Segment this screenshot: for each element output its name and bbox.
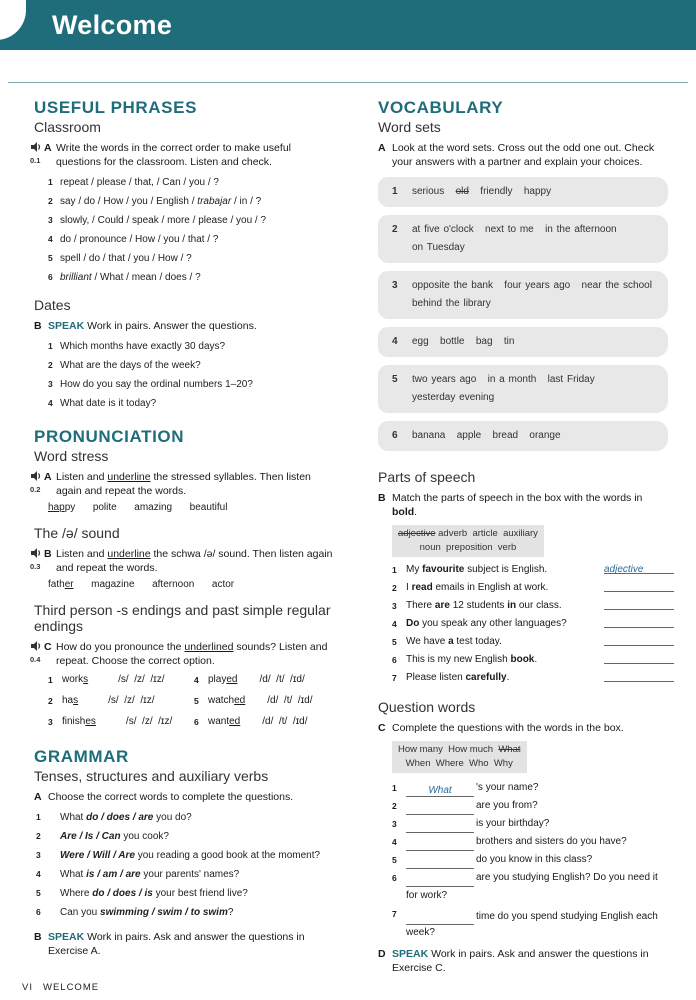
speaker-icon [30,547,42,559]
item-italic: brilliant [60,272,92,283]
bold-word: Do [406,618,420,629]
table-row [34,671,334,689]
text: brothers and sisters do you have? [476,836,627,847]
sound-options[interactable]: /s/ /z/ /ɪz/ [108,695,155,706]
item-number: 6 [392,873,397,883]
word-ending: es [85,716,96,727]
bold-word: are [434,600,450,611]
word-sets-subtitle: Word sets [378,119,441,135]
item-number: 2 [48,360,53,370]
third-person-subtitle: Third person -s endings and past simple regular endings [34,602,331,634]
set-line[interactable] [392,221,660,239]
audio-track-0-1[interactable]: 0.1 [30,141,46,168]
bold-word: carefully [465,672,507,683]
item-sentence [406,579,604,597]
parts-items [378,561,668,687]
word-cell [62,692,194,710]
word-stress-subtitle: Word stress [34,448,109,464]
word-sets [378,177,668,451]
set-words[interactable]: opposite the bank four years ago near the school [412,280,652,291]
item-sentence [406,833,627,851]
word-cell [62,713,194,731]
dates-subtitle: Dates [34,297,71,313]
word-cell [208,713,328,731]
word-stem: finish [62,716,86,727]
vocabulary-title: VOCABULARY [378,98,504,117]
answer-blank[interactable] [604,615,674,628]
text: our class. [516,600,562,611]
set-number: 6 [392,430,398,441]
item-sentence [406,669,604,687]
pronunciation-title: PRONUNCIATION [34,427,185,446]
text: 's your name? [476,782,539,793]
item-number: 5 [48,253,53,263]
item-number: 3 [392,601,397,611]
item-number: 5 [36,888,41,898]
item-text-end: you reading a good book at the moment? [134,850,321,861]
item-text: say / do / How / you / English / [60,196,198,207]
word-ending: ed [234,695,246,706]
item-number: 5 [194,696,199,706]
answer-blank[interactable] [604,579,674,592]
item-text: What date is it today? [60,398,157,409]
answer-blank[interactable] [406,803,474,815]
item-text: Where [60,888,93,899]
item-number: 3 [36,850,41,860]
item-number: 6 [194,717,199,727]
item-number: 3 [48,379,53,389]
item-number: 1 [48,675,53,685]
set-words[interactable]: friendly happy [480,186,552,197]
grammar-title: GRAMMAR [34,747,129,766]
set-number: 4 [392,336,398,347]
list-item [392,779,668,797]
text: subject is English. [464,564,548,575]
set-number: 3 [392,280,398,291]
item-sentence [406,815,549,833]
item-text-end: ? [227,907,234,918]
item-sentence [406,851,592,869]
exercise-b-schwa: 0.3 B Listen and underline the schwa /ə/ sound. Then listen again and repeat the words. [30,548,333,574]
item-text: slowly, / Could / speak / more / please / you / ? [60,215,267,226]
word-set [378,177,668,207]
set-words[interactable]: serious [412,186,445,197]
right-column [378,98,668,975]
answer-blank[interactable] [604,597,674,610]
item-sentence [406,779,539,797]
grammar-subtitle: Tenses, structures and auxiliary verbs [34,768,269,784]
set-number: 5 [392,374,398,385]
item-number: 4 [392,837,397,847]
set-line[interactable]: yesterday evening [412,392,495,403]
word-set [378,215,668,263]
text: emails in English at work. [432,582,549,593]
answer-blank[interactable] [406,821,474,833]
set-words[interactable]: banana apple bread orange [412,430,561,441]
exercise-c-qwords: C Complete the questions with the words in the box. [378,722,624,734]
item-text: repeat / please / that, / Can / you / ? [60,177,219,188]
set-line[interactable] [392,277,660,295]
item-number: 2 [36,831,41,841]
sound-options[interactable]: /d/ /t/ /ɪd/ [259,674,305,685]
chapter-banner [0,0,696,50]
answer-blank[interactable] [406,913,474,925]
item-sentence [406,869,668,905]
item-number: 2 [48,196,53,206]
item-number: 4 [36,869,41,879]
dates-items [34,337,334,413]
set-line[interactable] [392,183,660,201]
list-item [392,633,668,651]
item-text-end: your parents' names? [140,869,240,880]
text: Please listen [406,672,466,683]
list-item [36,903,334,922]
bold-word: read [411,582,433,593]
option-choices[interactable]: is / am / are [86,869,141,880]
item-text-end: you cook? [120,831,169,842]
list-item [48,394,334,413]
audio-track-0-3[interactable]: 0.3 [30,547,46,574]
answer-blank[interactable] [604,651,674,664]
set-words[interactable]: egg bottle bag tin [412,336,515,347]
table-row [34,713,334,731]
word-set [378,365,668,413]
item-text-end: your best friend live? [152,888,248,899]
set-line[interactable]: on Tuesday [412,242,465,253]
sound-options[interactable]: /d/ /t/ /ɪd/ [267,695,313,706]
list-item [48,211,334,230]
word-cell [62,671,194,689]
list-item [48,356,334,375]
item-sentence [406,597,604,615]
item-number: 1 [48,341,53,351]
useful-phrases-title: USEFUL PHRASES [34,98,198,117]
item-number: 1 [36,812,41,822]
item-text-end: you do? [153,812,192,823]
item-number: 4 [48,398,53,408]
bold-word: book [510,654,535,665]
list-item [392,833,668,851]
word-set [378,421,668,451]
audio-track-0-4[interactable]: 0.4 [30,640,46,667]
speaker-icon [30,141,42,153]
item-italic: trabajar [197,196,232,207]
item-number: 3 [48,717,53,727]
option-choices[interactable]: Are / Is / Can [60,831,121,842]
exercise-b-dates: B SPEAK Work in pairs. Answer the questions. [34,320,257,332]
list-item [392,851,668,869]
exercise-c-endings: 0.4 C How do you pronounce the underlined sounds? Listen and repeat. Choose the correct option. [30,641,328,667]
word-set [378,271,668,319]
item-sentence [406,561,604,579]
text: are you from? [476,800,538,811]
item-text: How do you say the ordinal numbers 1–20? [60,379,253,390]
header-rule [8,82,688,83]
text: I [406,582,412,593]
exercise-a-grammar: A Choose the correct words to complete the questions. [34,791,294,803]
item-number: 2 [48,696,53,706]
parts-of-speech-subtitle: Parts of speech [378,469,476,485]
item-number: 6 [392,655,397,665]
answer-blank[interactable] [406,875,474,887]
item-number: 4 [392,619,397,629]
list-item [392,797,668,815]
text: time do you spend studying English each week? [406,911,658,938]
item-text: do / pronounce / How / you / that / ? [60,234,219,245]
grammar-items [34,808,334,922]
item-number: 7 [392,909,397,919]
set-words[interactable]: two years ago in a month last Friday [412,374,595,385]
table-row [34,692,334,710]
item-number: 1 [392,783,397,793]
item-number: 4 [48,234,53,244]
word-cell [208,692,328,710]
list-item [48,375,334,394]
list-item [392,561,668,579]
text: 12 students [449,600,508,611]
text: are you studying English? Do you need it for work? [406,872,658,901]
list-item [36,848,334,863]
item-text: Which months have exactly 30 days? [60,341,226,352]
list-item [36,884,334,903]
word-ending: ed [226,674,238,685]
exercise-a-vocab: A Look at the word sets. Cross out the odd one out. Check your answers with a partner and explain your choices. [378,142,655,168]
item-number: 2 [392,801,397,811]
sound-options[interactable]: /s/ /z/ /ɪz/ [125,716,173,727]
answer-blank[interactable] [406,839,474,851]
set-line[interactable]: behind the library [412,298,491,309]
text: . [506,672,510,683]
parts-word-box: adjective adverb article auxiliary noun preposition verb [392,525,544,557]
option-choices[interactable]: do / does / is [92,888,153,899]
answer-blank[interactable] [604,669,674,682]
item-sentence [406,615,604,633]
list-item [48,173,334,192]
set-number: 2 [392,224,398,235]
item-number: 3 [392,819,397,829]
footer-label: WELCOME [42,982,100,993]
list-item [48,268,334,287]
word-ending: ed [229,716,241,727]
left-column [30,98,334,958]
item-sentence [406,633,604,651]
word-stem: play [208,674,227,685]
page-footer [22,982,99,993]
set-words[interactable]: at five o'clock next to me in the afternoon [412,224,617,235]
item-sentence [406,797,538,815]
list-item [36,865,334,884]
item-number: 6 [36,907,41,917]
item-text: What are the days of the week? [60,360,201,371]
item-sentence [406,909,668,941]
list-item [392,815,668,833]
text: test today. [453,636,502,647]
word-ending: s [83,674,89,685]
list-item [392,597,668,615]
item-number: 6 [48,272,53,282]
speaker-icon [30,640,42,652]
option-choices[interactable]: Were / Will / Are [60,850,135,861]
list-item [392,669,668,687]
answer-blank[interactable] [604,633,674,646]
audio-track-0-2[interactable]: 0.2 [30,470,46,497]
item-text: What [60,869,87,880]
list-item [392,615,668,633]
exercise-a-classroom: 0.1 A Write the words in the correct order to make useful questions for the classroom. Listen and check. [30,142,291,168]
list-item [36,827,334,846]
question-words-subtitle: Question words [378,699,476,715]
item-number: 5 [392,637,397,647]
set-line[interactable] [392,371,660,389]
qwords-word-box: How many How much What When Where Who Why [392,741,527,773]
text: do you know in this class? [476,854,593,865]
word-stem: watch [208,695,235,706]
stress-words: happy polite amazing beautiful [48,502,228,513]
list-item [36,808,334,827]
text: . [534,654,538,665]
item-number: 4 [194,675,199,685]
word-stem: ha [62,695,74,706]
text: There [406,600,435,611]
crossed-word[interactable]: old [455,186,469,197]
sound-options[interactable]: /d/ /t/ /ɪd/ [262,716,308,727]
list-item [48,337,334,356]
bold-word: favourite [422,564,465,575]
exercise-b-grammar: B SPEAK Work in pairs. Ask and answer the questions in Exercise A. [34,931,305,957]
item-number: 3 [48,215,53,225]
list-item [48,192,334,211]
word-stem: want [208,716,230,727]
list-item [48,230,334,249]
classroom-subtitle: Classroom [34,119,101,135]
text: My [406,564,423,575]
answer-blank[interactable]: adjective [604,561,674,574]
set-line[interactable] [392,333,660,351]
list-item [392,905,668,941]
list-item [392,869,668,905]
bold-word: a [448,636,454,647]
word-set [378,327,668,357]
item-number: 1 [392,565,397,575]
option-choices[interactable]: swimming / swim / to swim [100,907,228,918]
item-number: 7 [392,673,397,683]
page-number: VI [22,982,33,993]
set-line[interactable] [392,427,660,445]
answer-blank[interactable] [406,857,474,869]
word-ending: s [73,695,79,706]
exercise-d-qwords: D SPEAK Work in pairs. Ask and answer the questions in Exercise C. [378,948,649,974]
sound-options[interactable]: /s/ /z/ /ɪz/ [118,674,165,685]
list-item [392,579,668,597]
set-number: 1 [392,186,398,197]
answer-blank[interactable]: What [406,785,474,797]
classroom-items [34,173,334,287]
text: you speak any other languages? [419,618,567,629]
text: We have [406,636,449,647]
item-text-end: / What / mean / does / ? [91,272,201,283]
item-text: What [60,812,87,823]
schwa-words: father magazine afternoon actor [48,579,235,590]
option-choices[interactable]: do / does / are [86,812,154,823]
endings-table [34,671,334,731]
item-sentence [406,651,604,669]
item-text: Can you [60,907,101,918]
schwa-subtitle: The /ə/ sound [34,525,120,541]
chapter-title: Welcome [52,10,173,40]
item-number: 5 [392,855,397,865]
list-item [392,651,668,669]
bold-word: in [507,600,517,611]
list-item [48,249,334,268]
item-number: 1 [48,177,53,187]
item-text-end: / in / ? [231,196,262,207]
word-cell [208,671,328,689]
item-number: 2 [392,583,397,593]
exercise-a-stress: 0.2 A Listen and underline the stressed syllables. Then listen again and repeat the words. [30,471,311,497]
text: This is my new English [406,654,511,665]
text: is your birthday? [476,818,550,829]
banner-swoop [0,0,26,40]
qwords-items [378,779,668,941]
item-text: spell / do / that / you / How / ? [60,253,192,264]
word-stem: work [62,674,84,685]
exercise-b-parts: B Match the parts of speech in the box with the words in bold. [378,492,643,518]
speaker-icon [30,470,42,482]
